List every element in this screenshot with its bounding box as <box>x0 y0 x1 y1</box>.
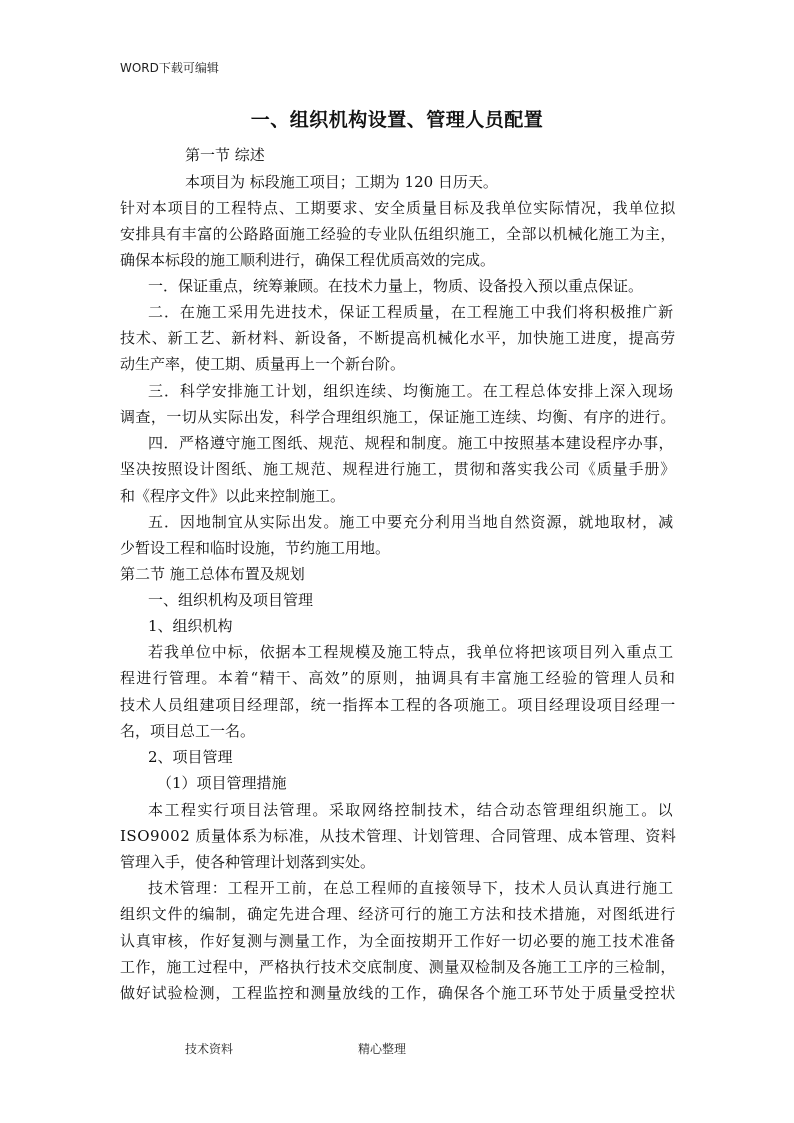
text-line: 管理入手，使各种管理计划落到实处。 <box>120 853 376 871</box>
text-line: （1）项目管理措施 <box>157 774 287 792</box>
text-line: 第一节 综述 <box>185 146 265 164</box>
text-line: 做好试验检测，工程监控和测量放线的工作，确保各个施工环节处于质量受控状 <box>120 984 677 1002</box>
text-line: 组织文件的编制，确定先进合理、经济可行的施工方法和技术措施，对图纸进行 <box>120 905 677 923</box>
text-line: 坚决按照设计图纸、施工规范、规程进行施工，贯彻和落实我公司《质量手册》 <box>120 460 677 478</box>
text-line: 一．保证重点，统筹兼顾。在技术力量上，物质、设备投入预以重点保证。 <box>148 277 644 295</box>
document-title: 一、组织机构设置、管理人员配置 <box>250 109 544 131</box>
text-line: 第二节 施工总体布置及规划 <box>120 565 305 583</box>
text-line: 名，项目总工一名。 <box>120 722 256 740</box>
text-line: 动生产率，使工期、质量再上一个新台阶。 <box>120 355 406 373</box>
text-line: 三．科学安排施工计划，组织连续、均衡施工。在工程总体安排上深入现场 <box>148 382 675 400</box>
text-line: 若我单位中标，依据本工程规模及施工特点，我单位将把该项目列入重点工 <box>148 643 675 661</box>
text-line: 1、组织机构 <box>148 617 233 635</box>
footer-right: 精心整理 <box>358 1042 407 1056</box>
text-line: 技术、新工艺、新材料、新设备，不断提高机械化水平，加快施工进度，提高劳 <box>120 329 677 347</box>
text-line: 四．严格遵守施工图纸、规范、规程和制度。施工中按照基本建设程序办事， <box>148 434 674 452</box>
text-line: 本工程实行项目法管理。采取网络控制技术，结合动态管理组织施工。以 <box>148 801 675 819</box>
text-line: 认真审核，作好复测与测量工作，为全面按期开工作好一切必要的施工技术准备 <box>120 932 677 950</box>
text-line: ISO9002 质量体系为标准，从技术管理、计划管理、合同管理、成本管理、资料 <box>120 827 677 845</box>
text-line: 2、项目管理 <box>148 748 233 766</box>
text-line: 五．因地制宜从实际出发。施工中要充分利用当地自然资源，就地取材，减 <box>148 513 675 531</box>
text-line: 调查，一切从实际出发，科学合理组织施工，保证施工连续、均衡、有序的进行。 <box>120 408 676 426</box>
text-line: 程进行管理。本着“精干、高效”的原则，抽调具有丰富施工经验的管理人员和 <box>120 669 677 687</box>
text-line: 安排具有丰富的公路路面施工经验的专业队伍组织施工，全部以机械化施工为主， <box>120 225 676 243</box>
text-line: 二．在施工采用先进技术，保证工程质量，在工程施工中我们将积极推广新 <box>148 303 675 321</box>
text-line: 工作，施工过程中，严格执行技术交底制度、测量双检制及各施工工序的三检制， <box>120 958 676 976</box>
text-line: 少暂设工程和临时设施，节约施工用地。 <box>120 539 391 557</box>
text-line: 技术人员组建项目经理部，统一指挥本工程的各项施工。项目经理设项目经理一 <box>120 696 677 714</box>
text-line: 本项目为 标段施工项目；工期为 120 日历天。 <box>185 173 498 191</box>
text-line: 和《程序文件》以此来控制施工。 <box>120 487 346 505</box>
text-line: 技术管理：工程开工前，在总工程师的直接领导下，技术人员认真进行施工 <box>148 879 675 897</box>
footer-left: 技术资料 <box>185 1042 234 1056</box>
text-line: 一、组织机构及项目管理 <box>148 591 314 609</box>
text-line: 确保本标段的施工顺利进行，确保工程优质高效的完成。 <box>120 251 496 269</box>
page-header: WORD下载可编辑 <box>120 61 219 75</box>
text-line: 针对本项目的工程特点、工期要求、安全质量目标及我单位实际情况，我单位拟 <box>120 199 677 217</box>
